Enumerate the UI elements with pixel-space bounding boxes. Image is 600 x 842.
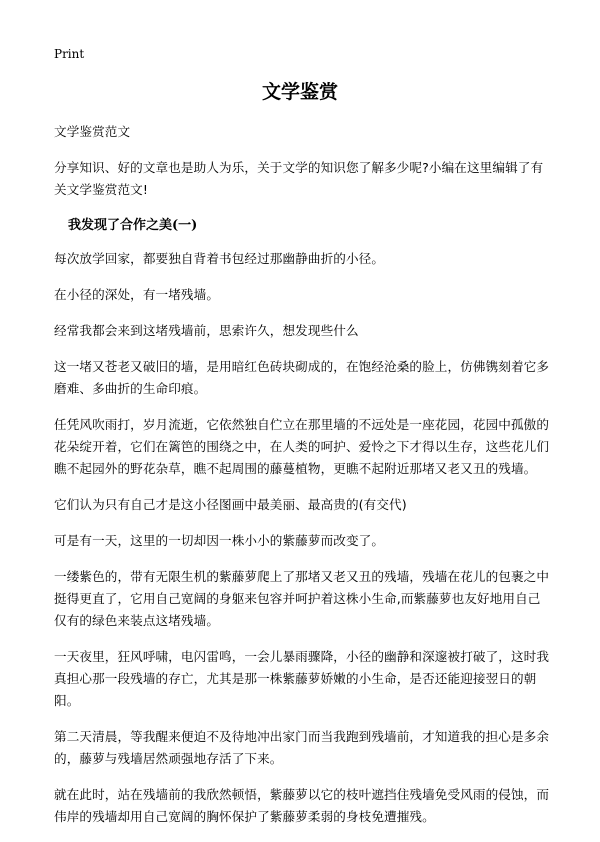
body-paragraph: 经常我都会来到这堵残墙前，思索许久，想发现些什么 (54, 323, 359, 338)
body-paragraph: 每次放学回家，都要独自背着书包经过那幽静曲折的小径。 (54, 251, 385, 266)
body-paragraph: 任凭风吹雨打，岁月流逝，它依然独自伫立在那里墙的不远处是一座花园，花园中孤傲的花朵绽开着，它们在篱笆的围绕之中，在人类的呵护、爱怜之下才得以生存，这些花儿们瞧不起园外的野花杂草，瞧不起周围的藤蔓植物，更瞧不起附近那堵又老又丑的残墙。 (54, 417, 550, 476)
print-link[interactable]: Print (54, 47, 85, 61)
body-paragraph: 它们认为只有自己才是这小径图画中最美丽、最高贵的(有交代) (54, 497, 407, 512)
body-paragraph: 这一堵又苍老又破旧的墙，是用暗红色砖块砌成的，在饱经沧桑的脸上，仿佛镌刻着它多磨难、多曲折的生命印痕。 (54, 359, 550, 396)
body-paragraph: 就在此时，站在残墙前的我欣然顿悟，紫藤萝以它的枝叶遮挡住残墙免受风雨的侵蚀，而伟岸的残墙却用自己宽阔的胸怀保护了紫藤萝柔弱的身枝免遭摧残。 (54, 787, 550, 824)
body-paragraph: 可是有一天，这里的一切却因一株小小的紫藤萝而改变了。 (54, 533, 385, 548)
article-body (54, 121, 550, 842)
body-paragraph: 第二天清晨，等我醒来便迫不及待地冲出家门而当我跑到残墙前，才知道我的担心是多余的，藤萝与残墙居然顽强地存活了下来。 (54, 729, 550, 766)
page-title: 文学鉴赏 (261, 81, 338, 103)
article-subtitle: 文学鉴赏范文 (54, 124, 131, 139)
body-paragraph: 一天夜里，狂风呼啸，电闪雷鸣，一会儿暴雨骤降，小径的幽静和深邃被打破了，这时我真担心那一段残墙的存亡，尤其是那一株紫藤萝娇嫩的小生命，是否还能迎接翌日的朝阳。 (54, 649, 550, 708)
section-heading: 我发现了合作之美(一) (68, 218, 198, 233)
intro-paragraph: 分享知识、好的文章也是助人为乐，关于文学的知识您了解多少呢?小编在这里编辑了有关文学鉴赏范文! (54, 160, 544, 197)
body-paragraph: 一缕紫色的，带有无限生机的紫藤萝爬上了那堵又老又丑的残墙，残墙在花儿的包裹之中挺得更直了，它用自己宽阔的身躯来包容并呵护着这株小生命,而紫藤萝也友好地用自己仅有的绿色来装点这堵残墙。 (54, 569, 550, 628)
body-paragraph: 在小径的深处，有一堵残墙。 (54, 287, 220, 302)
